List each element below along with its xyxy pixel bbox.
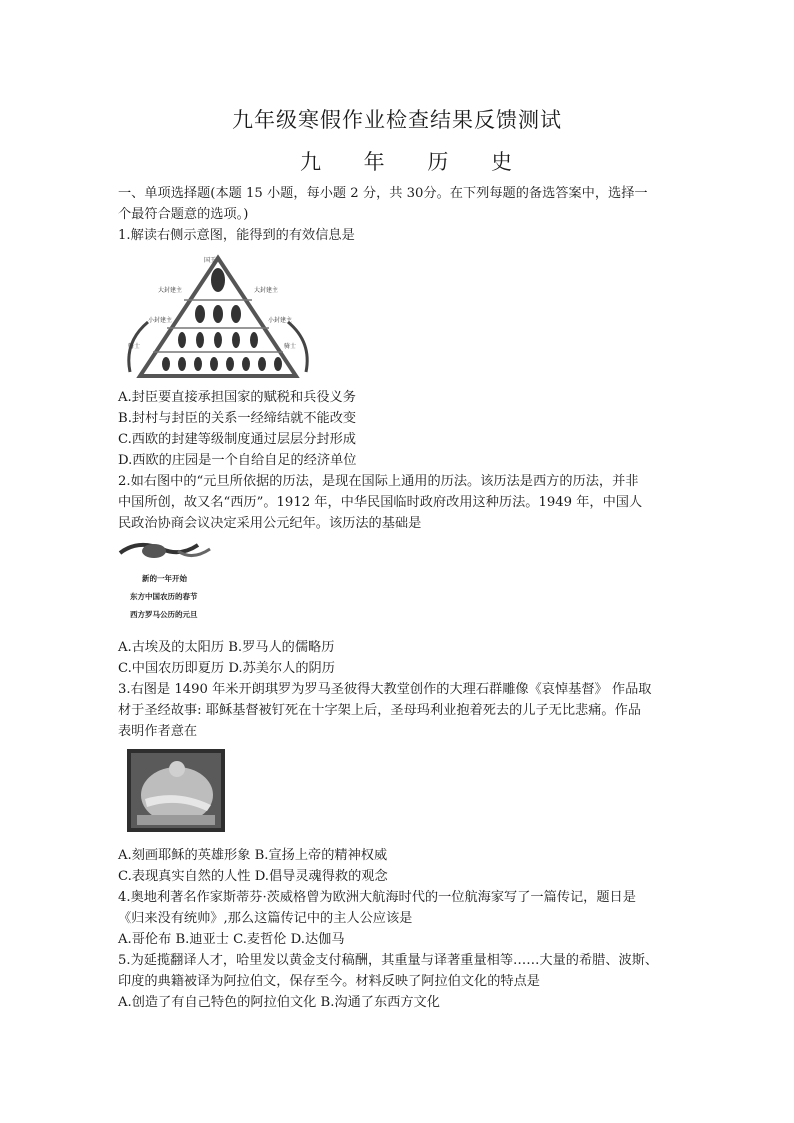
q3-pieta-photo <box>127 749 225 832</box>
calendar-line-3: 西方罗马公历的元旦 <box>130 610 198 619</box>
q4-stem-line2: 《归来没有统帅》,那么这篇传记中的主人公应该是 <box>118 911 413 926</box>
q2-options-cd: C.中国农历即夏历 D.苏美尔人的阴历 <box>118 661 335 676</box>
q5-options-ab: A.创造了有自己特色的阿拉伯文化 B.沟通了东西方文化 <box>118 995 440 1010</box>
q3-options-cd: C.表现真实自然的人性 D.倡导灵魂得救的观念 <box>118 869 388 884</box>
q4-options: A.哥伦布 B.迪亚士 C.麦哲伦 D.达伽马 <box>118 932 345 947</box>
label-left-1: 大封建主 <box>158 287 183 294</box>
q2-stem-line1: 2.如右图中的“元旦所依据的历法，是现在国际上通用的历法。该历法是西方的历法，并非 <box>118 474 639 489</box>
q1-stem: 1.解读右侧示意图，能得到的有效信息是 <box>118 228 355 243</box>
q2-calendar-figure <box>118 537 228 625</box>
q4-stem-line1: 4.奥地利著名作家斯蒂芬·茨威格曾为欧洲大航海时代的一位航海家写了一篇传记，题日是 <box>118 890 636 905</box>
calendar-line-1: 新的一年开始 <box>142 574 187 583</box>
q1-option-b: B.封村与封臣的关系一经缔结就不能改变 <box>118 411 357 426</box>
calendar-line-2: 东方中国农历的春节 <box>130 592 198 601</box>
q2-stem-line3: 民政治协商会议决定采用公元纪年。该历法的基础是 <box>118 516 422 531</box>
q2-stem-line2: 中国所创，故又名“西历”。1912 年，中华民国临时政府改用这种历法。1949 年，中国人 <box>118 495 643 510</box>
q3-stem-line1: 3.右图是 1490 年米开朗琪罗为罗马圣彼得大教堂创作的大理石群雕像《哀悼基督》 作品取 <box>118 682 652 697</box>
label-right-3: 骑士 <box>284 343 297 350</box>
q3-stem-line2: 材于圣经故事: 耶稣基督被钉死在十字架上后，圣母玛利业抱着死去的儿子无比悲痛。作品 <box>118 703 641 718</box>
decorative-ornament <box>120 544 210 558</box>
section-instructions-line1: 一、单项选择题(本题 15 小题，每小题 2 分，共 30分。在下列每题的备选答案中，选择一 <box>118 186 648 201</box>
subject-title: 九 年 历 史 <box>299 150 531 174</box>
q3-stem-line3: 表明作者意在 <box>118 724 198 739</box>
label-right-1: 大封建主 <box>254 287 279 294</box>
q1-option-a: A.封臣要直接承担国家的赋税和兵役义务 <box>118 390 356 405</box>
q3-options-ab: A.刻画耶稣的英雄形象 B.宣扬上帝的精神权威 <box>118 848 388 863</box>
q5-stem-line2: 印度的典籍被译为阿拉伯文，保存至今。材料反映了阿拉伯文化的特点是 <box>118 974 540 989</box>
label-right-2: 小封建主 <box>268 317 293 324</box>
section-instructions-line2: 个最符合题意的选项。) <box>118 207 249 222</box>
label-left-3: 骑士 <box>128 343 141 350</box>
q5-stem-line1: 5.为延揽翻译人才，哈里发以黄金支付稿酬，其重量与译著重量相等……大量的希腊、波斯、 <box>118 953 659 968</box>
exam-title: 九年级寒假作业检查结果反馈测试 <box>232 108 562 132</box>
q2-options-ab: A.古埃及的太阳历 B.罗马人的儒略历 <box>118 640 335 655</box>
label-left-2: 小封建主 <box>148 317 173 324</box>
label-top: 国王 <box>204 257 217 264</box>
pyramid-figures <box>162 268 282 371</box>
q1-option-d: D.西欧的庄园是一个自给自足的经济单位 <box>118 453 357 468</box>
q1-option-c: C.西欧的封建等级制度通过层层分封形成 <box>118 432 356 447</box>
q1-feudal-pyramid-figure <box>118 252 318 386</box>
